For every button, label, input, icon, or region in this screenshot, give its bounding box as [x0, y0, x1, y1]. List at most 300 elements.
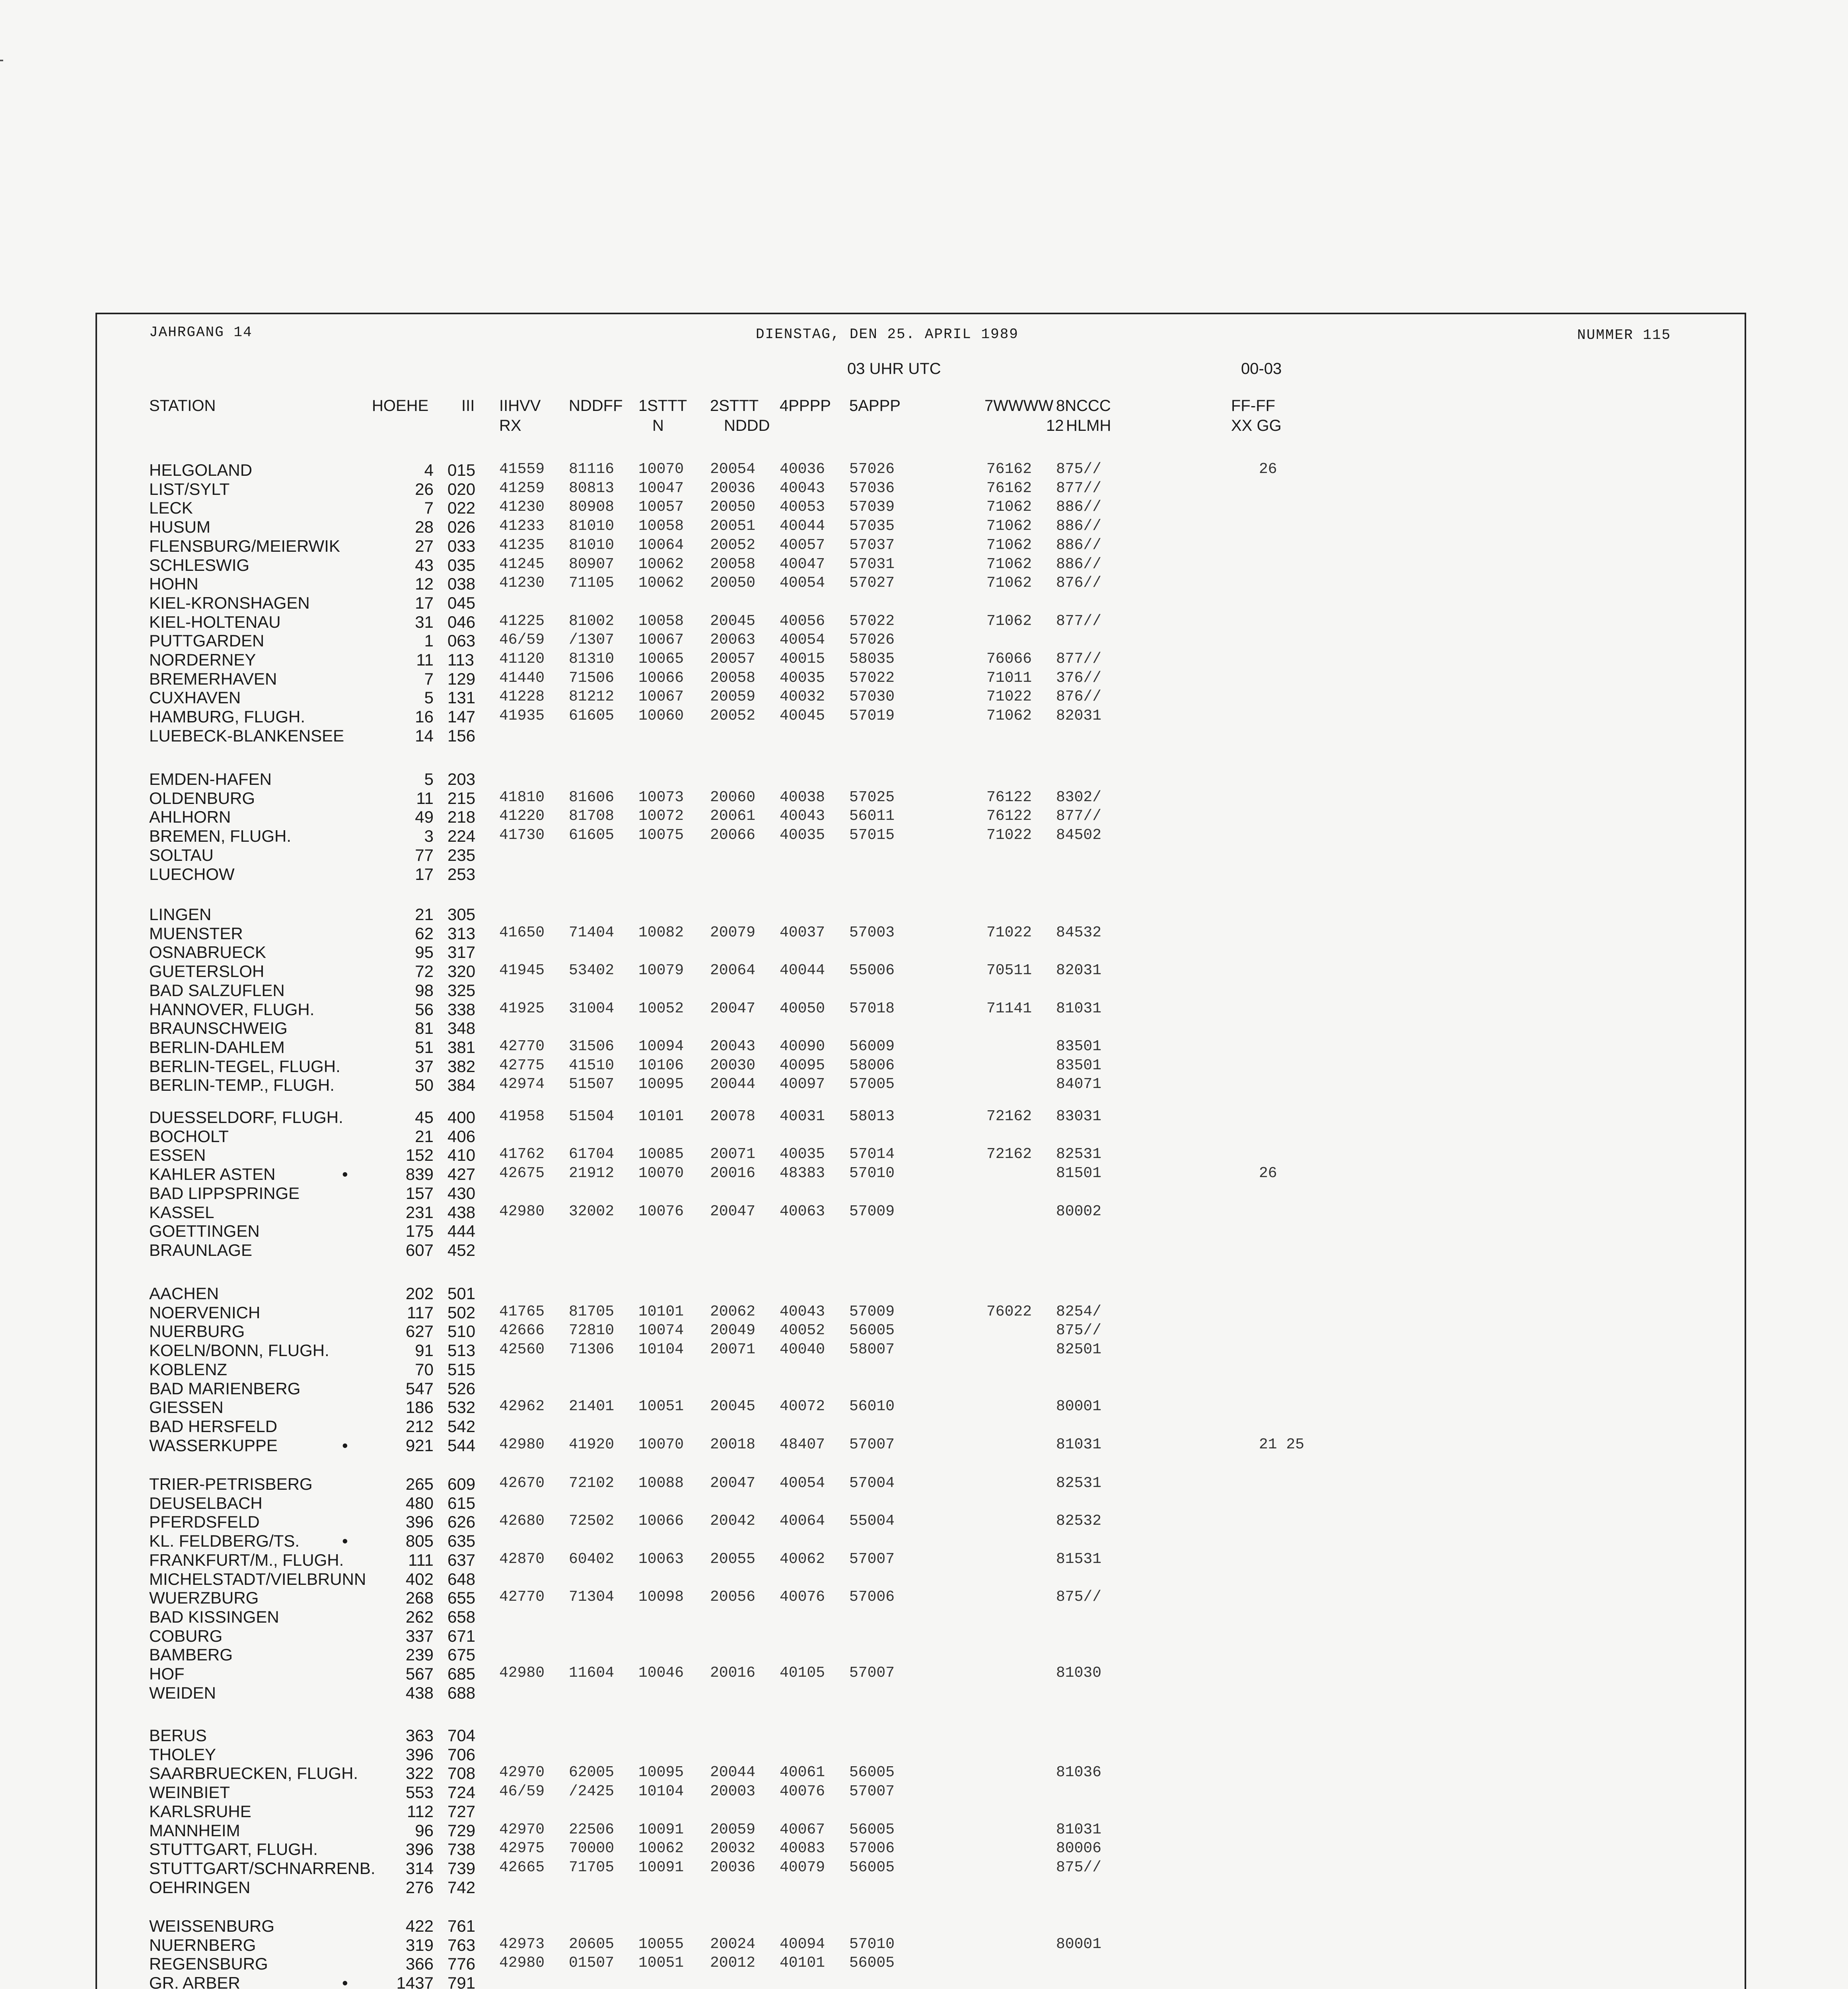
- elevation: 12: [415, 574, 434, 594]
- group-4pppp: 40035: [780, 1146, 825, 1163]
- group-2sttt: 20044: [710, 1076, 756, 1093]
- station-id: 427: [447, 1165, 476, 1184]
- group-4pppp: 40040: [780, 1341, 825, 1358]
- group-1sttt: 10063: [638, 1550, 684, 1568]
- station-name: BRAUNSCHWEIG: [149, 1019, 288, 1038]
- group-8nccc: 875//: [1056, 461, 1102, 478]
- group-2sttt: 20043: [710, 1037, 756, 1055]
- group-4pppp: 40095: [780, 1057, 825, 1074]
- station-name: LINGEN: [149, 905, 212, 924]
- elevation: 363: [405, 1726, 434, 1745]
- elevation: 3: [424, 827, 434, 846]
- elevation: 438: [405, 1683, 434, 1702]
- group-nddff: 81116: [569, 461, 615, 478]
- group-nddff: 71306: [569, 1341, 615, 1358]
- station-name: SOLTAU: [149, 845, 214, 864]
- group-2sttt: 20071: [710, 1146, 756, 1163]
- group-7wwww: 76066: [986, 650, 1032, 668]
- elevation: 239: [405, 1645, 434, 1664]
- station-name: STUTTGART, FLUGH.: [149, 1840, 318, 1859]
- group-1sttt: 10106: [638, 1057, 684, 1074]
- group-ffff: 26: [1259, 461, 1277, 478]
- group-4pppp: 40037: [780, 924, 825, 941]
- elevation: 157: [405, 1183, 434, 1203]
- elevation: 56: [415, 1000, 434, 1019]
- elevation: 11: [416, 788, 434, 808]
- station-name: KASSEL: [149, 1203, 214, 1222]
- station-name: PFERDSFELD: [149, 1512, 260, 1532]
- group-nddff: 81010: [569, 518, 615, 535]
- group-1sttt: 10064: [638, 536, 684, 554]
- group-8nccc: 81531: [1056, 1550, 1102, 1568]
- group-5appp: 58006: [849, 1057, 895, 1074]
- station-name: AHLHORN: [149, 808, 231, 827]
- group-5appp: 57022: [849, 612, 895, 630]
- elevation: 396: [405, 1512, 434, 1532]
- group-2sttt: 20052: [710, 707, 756, 725]
- group-nddff: 53402: [569, 962, 615, 979]
- station-id: 382: [447, 1057, 476, 1076]
- group-8nccc: 82031: [1056, 962, 1102, 979]
- elevation: 95: [415, 943, 434, 962]
- group-4pppp: 40047: [780, 555, 825, 573]
- group-2sttt: 20030: [710, 1057, 756, 1074]
- elevation: 480: [405, 1493, 434, 1512]
- group-8nccc: 875//: [1056, 1859, 1102, 1876]
- station-name: STUTTGART/SCHNARRENB.: [149, 1859, 375, 1878]
- station-name: AACHEN: [149, 1284, 219, 1303]
- station-id: 035: [447, 555, 476, 574]
- station-name: REGENSBURG: [149, 1954, 268, 1973]
- group-iihvv: 42970: [499, 1821, 545, 1838]
- group-4pppp: 40038: [780, 788, 825, 806]
- station-id: 045: [447, 593, 476, 612]
- group-iihvv: 42962: [499, 1398, 545, 1415]
- group-nddff: 20605: [569, 1935, 615, 1953]
- station-id: 742: [447, 1878, 476, 1897]
- group-1sttt: 10098: [638, 1588, 684, 1606]
- group-4pppp: 40035: [780, 669, 825, 687]
- group-iihvv: 41730: [499, 827, 545, 844]
- elevation: 7: [424, 669, 434, 688]
- group-nddff: 71304: [569, 1588, 615, 1606]
- station-id: 430: [447, 1183, 476, 1203]
- group-4pppp: 48383: [780, 1165, 825, 1182]
- group-nddff: 80907: [569, 555, 615, 573]
- station-id: 655: [447, 1588, 476, 1608]
- group-1sttt: 10051: [638, 1398, 684, 1415]
- group-2sttt: 20059: [710, 688, 756, 706]
- elevation: 7: [424, 498, 434, 518]
- station-id: 724: [447, 1783, 476, 1802]
- station-name: HOF: [149, 1664, 185, 1683]
- station-name: KOELN/BONN, FLUGH.: [149, 1341, 329, 1360]
- group-7wwww: 76122: [986, 788, 1032, 806]
- station-name: ESSEN: [149, 1146, 206, 1165]
- station-id: 406: [447, 1127, 476, 1146]
- group-4pppp: 48407: [780, 1436, 825, 1453]
- station-name: MANNHEIM: [149, 1821, 240, 1840]
- col-5appp: 5APPP: [849, 397, 901, 415]
- group-8nccc: 876//: [1056, 688, 1102, 706]
- group-4pppp: 40105: [780, 1664, 825, 1682]
- elevation: 921: [405, 1436, 434, 1455]
- station-name: WEINBIET: [149, 1783, 230, 1802]
- station-id: 444: [447, 1222, 476, 1241]
- station-name: KL. FELDBERG/TS.: [149, 1532, 300, 1551]
- station-name: BREMEN, FLUGH.: [149, 827, 292, 846]
- station-name: KOBLENZ: [149, 1360, 228, 1379]
- station-id: 635: [447, 1532, 476, 1551]
- elevation: 91: [415, 1341, 434, 1360]
- elevation: 17: [415, 593, 434, 612]
- station-id: 626: [447, 1512, 476, 1532]
- station-id: 026: [447, 518, 476, 537]
- station-id: 317: [447, 943, 476, 962]
- date-label: DIENSTAG, DEN 25. APRIL 1989: [756, 326, 1019, 343]
- group-2sttt: 20050: [710, 498, 756, 516]
- elevation: 268: [405, 1588, 434, 1608]
- group-nddff: 60402: [569, 1550, 615, 1568]
- station-id: 675: [447, 1645, 476, 1664]
- station-name: WEISSENBURG: [149, 1917, 275, 1935]
- group-1sttt: 10085: [638, 1146, 684, 1163]
- station-id: 706: [447, 1745, 476, 1764]
- elevation: 111: [408, 1550, 434, 1569]
- group-5appp: 57022: [849, 669, 895, 687]
- group-8nccc: 8254/: [1056, 1303, 1102, 1320]
- station-name: WEIDEN: [149, 1683, 216, 1702]
- elevation: 212: [405, 1417, 434, 1436]
- station-id: 791: [447, 1973, 476, 1989]
- group-1sttt: 10062: [638, 555, 684, 573]
- group-nddff: 72810: [569, 1322, 615, 1339]
- station-name: NORDERNEY: [149, 650, 256, 669]
- station-id: 325: [447, 981, 476, 1000]
- station-id: 063: [447, 631, 476, 650]
- group-2sttt: 20047: [710, 1475, 756, 1492]
- group-2sttt: 20058: [710, 555, 756, 573]
- station-id: 020: [447, 479, 476, 498]
- group-8nccc: 81031: [1056, 1821, 1102, 1838]
- station-name: SAARBRUECKEN, FLUGH.: [149, 1764, 358, 1783]
- station-name: OLDENBURG: [149, 788, 255, 808]
- elevation: 112: [407, 1802, 434, 1821]
- group-7wwww: 71062: [986, 707, 1032, 725]
- station-id: 502: [447, 1303, 476, 1322]
- group-8nccc: 84532: [1056, 924, 1102, 941]
- group-5appp: 57009: [849, 1203, 895, 1220]
- mountain-marker: •: [342, 1973, 348, 1989]
- group-8nccc: 875//: [1056, 1322, 1102, 1339]
- group-5appp: 57015: [849, 827, 895, 844]
- group-5appp: 55004: [849, 1512, 895, 1530]
- group-nddff: 51507: [569, 1076, 615, 1093]
- group-iihvv: 42770: [499, 1588, 545, 1606]
- group-2sttt: 20051: [710, 518, 756, 535]
- group-iihvv: 42974: [499, 1076, 545, 1093]
- group-1sttt: 10088: [638, 1475, 684, 1492]
- group-1sttt: 10101: [638, 1108, 684, 1125]
- group-nddff: 81010: [569, 536, 615, 554]
- group-iihvv: 41650: [499, 924, 545, 941]
- elevation: 186: [405, 1398, 434, 1417]
- group-iihvv: 42980: [499, 1436, 545, 1453]
- station-id: 129: [447, 669, 476, 688]
- station-id: 400: [447, 1108, 476, 1127]
- group-8nccc: 80002: [1056, 1203, 1102, 1220]
- station-id: 671: [447, 1626, 476, 1645]
- col-1sttt: 1STTT: [638, 397, 687, 415]
- station-id: 156: [447, 726, 476, 745]
- station-name: KIEL-HOLTENAU: [149, 612, 281, 631]
- group-4pppp: 40083: [780, 1840, 825, 1857]
- group-7wwww: 71062: [986, 536, 1032, 554]
- station-id: 147: [447, 707, 476, 726]
- group-1sttt: 10072: [638, 808, 684, 825]
- group-8nccc: 80001: [1056, 1398, 1102, 1415]
- col-2sttt-sub: NDDD: [724, 417, 770, 434]
- group-2sttt: 20032: [710, 1840, 756, 1857]
- group-iihvv: 42975: [499, 1840, 545, 1857]
- group-1sttt: 10095: [638, 1076, 684, 1093]
- group-iihvv: 42980: [499, 1664, 545, 1682]
- group-5appp: 57009: [849, 1303, 895, 1320]
- group-1sttt: 10066: [638, 1512, 684, 1530]
- group-5appp: 57031: [849, 555, 895, 573]
- group-4pppp: 40072: [780, 1398, 825, 1415]
- group-5appp: 57007: [849, 1436, 895, 1453]
- group-5appp: 57010: [849, 1935, 895, 1953]
- group-iihvv: 41120: [499, 650, 545, 668]
- group-1sttt: 10060: [638, 707, 684, 725]
- elevation: 175: [405, 1222, 434, 1241]
- group-8nccc: 876//: [1056, 574, 1102, 592]
- elevation: 231: [405, 1203, 434, 1222]
- group-8nccc: 80006: [1056, 1840, 1102, 1857]
- elevation: 14: [415, 726, 434, 745]
- group-8nccc: 8302/: [1056, 788, 1102, 806]
- group-2sttt: 20054: [710, 461, 756, 478]
- col-ffff: FF-FF: [1231, 397, 1276, 415]
- group-nddff: 61605: [569, 707, 615, 725]
- group-8nccc: 81031: [1056, 1436, 1102, 1453]
- group-iihvv: 42870: [499, 1550, 545, 1568]
- elevation: 202: [405, 1284, 434, 1303]
- group-nddff: 71105: [569, 574, 615, 592]
- group-8nccc: 81501: [1056, 1165, 1102, 1182]
- elevation: 5: [424, 770, 434, 788]
- group-nddff: 81310: [569, 650, 615, 668]
- station-id: 338: [447, 1000, 476, 1019]
- group-8nccc: 877//: [1056, 479, 1102, 497]
- group-1sttt: 10075: [638, 827, 684, 844]
- station-id: 688: [447, 1683, 476, 1702]
- jahrgang-label: JAHRGANG 14: [149, 324, 253, 341]
- group-8nccc: 83501: [1056, 1037, 1102, 1055]
- elevation: 17: [415, 864, 434, 884]
- group-1sttt: 10051: [638, 1954, 684, 1972]
- group-8nccc: 886//: [1056, 498, 1102, 516]
- group-5appp: 57025: [849, 788, 895, 806]
- group-8nccc: 82531: [1056, 1475, 1102, 1492]
- group-2sttt: 20062: [710, 1303, 756, 1320]
- group-4pppp: 40079: [780, 1859, 825, 1876]
- group-2sttt: 20058: [710, 669, 756, 687]
- group-nddff: 72502: [569, 1512, 615, 1530]
- group-iihvv: 41230: [499, 574, 545, 592]
- group-nddff: 21401: [569, 1398, 615, 1415]
- station-name: BERLIN-DAHLEM: [149, 1037, 285, 1057]
- group-5appp: 57006: [849, 1588, 895, 1606]
- group-4pppp: 40097: [780, 1076, 825, 1093]
- elevation: 396: [405, 1840, 434, 1859]
- station-id: 253: [447, 864, 476, 884]
- group-iihvv: 41220: [499, 808, 545, 825]
- group-8nccc: 82532: [1056, 1512, 1102, 1530]
- group-4pppp: 40094: [780, 1935, 825, 1953]
- group-4pppp: 40056: [780, 612, 825, 630]
- elevation: 276: [405, 1878, 434, 1897]
- group-iihvv: 42665: [499, 1859, 545, 1876]
- group-iihvv: 42666: [499, 1322, 545, 1339]
- group-5appp: 57007: [849, 1664, 895, 1682]
- elevation: 28: [415, 518, 434, 537]
- group-7wwww: 76162: [986, 461, 1032, 478]
- group-4pppp: 40090: [780, 1037, 825, 1055]
- station-name: GOETTINGEN: [149, 1222, 260, 1241]
- group-1sttt: 10046: [638, 1664, 684, 1682]
- group-2sttt: 20003: [710, 1783, 756, 1800]
- group-8nccc: 80001: [1056, 1935, 1102, 1953]
- group-1sttt: 10104: [638, 1783, 684, 1800]
- group-1sttt: 10074: [638, 1322, 684, 1339]
- group-5appp: 55006: [849, 962, 895, 979]
- group-8nccc: 886//: [1056, 518, 1102, 535]
- group-5appp: 56005: [849, 1859, 895, 1876]
- station-name: CUXHAVEN: [149, 688, 241, 707]
- group-4pppp: 40076: [780, 1588, 825, 1606]
- group-nddff: 80908: [569, 498, 615, 516]
- group-7wwww: 71062: [986, 574, 1032, 592]
- group-8nccc: 81031: [1056, 1000, 1102, 1017]
- elevation: 62: [415, 924, 434, 943]
- station-id: 685: [447, 1664, 476, 1683]
- group-4pppp: 40064: [780, 1512, 825, 1530]
- group-2sttt: 20047: [710, 1000, 756, 1017]
- group-4pppp: 40062: [780, 1550, 825, 1568]
- station-name: KARLSRUHE: [149, 1802, 251, 1821]
- group-2sttt: 20045: [710, 612, 756, 630]
- station-id: 452: [447, 1240, 476, 1259]
- elevation: 117: [407, 1303, 434, 1322]
- group-1sttt: 10062: [638, 1840, 684, 1857]
- group-4pppp: 40045: [780, 707, 825, 725]
- station-name: BAD LIPPSPRINGE: [149, 1183, 300, 1203]
- elevation: 98: [415, 981, 434, 1000]
- group-nddff: 71506: [569, 669, 615, 687]
- group-1sttt: 10070: [638, 1165, 684, 1182]
- col-hoehe: HOEHE: [372, 397, 429, 415]
- station-id: 113: [447, 650, 474, 669]
- elevation: 567: [405, 1664, 434, 1683]
- group-2sttt: 20061: [710, 808, 756, 825]
- station-name: FLENSBURG/MEIERWIK: [149, 536, 340, 555]
- station-id: 033: [447, 536, 476, 555]
- table-frame: [95, 313, 1746, 1989]
- group-iihvv: 46/59: [499, 631, 545, 649]
- group-4pppp: 40050: [780, 1000, 825, 1017]
- group-7wwww: 72162: [986, 1108, 1032, 1125]
- station-name: LUEBECK-BLANKENSEE: [149, 726, 344, 745]
- station-id: 218: [447, 808, 476, 827]
- station-name: HAMBURG, FLUGH.: [149, 707, 305, 726]
- group-4pppp: 40036: [780, 461, 825, 478]
- station-name: NUERNBERG: [149, 1935, 256, 1954]
- group-1sttt: 10062: [638, 574, 684, 592]
- group-5appp: 57027: [849, 574, 895, 592]
- col-8nccc: 8NCCC: [1056, 397, 1111, 415]
- col-iihvv-sub: RX: [499, 417, 521, 434]
- group-nddff: /1307: [569, 631, 615, 649]
- group-2sttt: 20018: [710, 1436, 756, 1453]
- station-name: GIESSEN: [149, 1398, 224, 1417]
- group-iihvv: 41810: [499, 788, 545, 806]
- group-1sttt: 10091: [638, 1859, 684, 1876]
- group-7wwww: 71011: [986, 669, 1032, 687]
- group-1sttt: 10082: [638, 924, 684, 941]
- group-5appp: 56011: [849, 808, 895, 825]
- group-5appp: 57004: [849, 1475, 895, 1492]
- elevation: 11: [416, 650, 434, 669]
- group-5appp: 57037: [849, 536, 895, 554]
- group-iihvv: 42560: [499, 1341, 545, 1358]
- group-5appp: 57018: [849, 1000, 895, 1017]
- elevation: 1: [424, 631, 434, 650]
- elevation: 152: [405, 1146, 434, 1165]
- group-2sttt: 20057: [710, 650, 756, 668]
- station-id: 203: [447, 770, 476, 788]
- group-nddff: 31004: [569, 1000, 615, 1017]
- group-nddff: 61605: [569, 827, 615, 844]
- station-name: KIEL-KRONSHAGEN: [149, 593, 310, 612]
- group-4pppp: 40053: [780, 498, 825, 516]
- group-4pppp: 40054: [780, 1475, 825, 1492]
- group-nddff: 72102: [569, 1475, 615, 1492]
- station-id: 215: [447, 788, 476, 808]
- issue-number: NUMMER 115: [1577, 327, 1671, 343]
- group-7wwww: 71062: [986, 555, 1032, 573]
- group-1sttt: 10070: [638, 461, 684, 478]
- station-name: COBURG: [149, 1626, 223, 1645]
- group-8nccc: 877//: [1056, 650, 1102, 668]
- group-4pppp: 40044: [780, 962, 825, 979]
- station-id: 727: [447, 1802, 476, 1821]
- elevation: 81: [415, 1019, 434, 1038]
- group-8nccc: 83031: [1056, 1108, 1102, 1125]
- group-4pppp: 40052: [780, 1322, 825, 1339]
- station-id: 313: [447, 924, 476, 943]
- elevation: 26: [415, 479, 434, 498]
- station-id: 410: [447, 1146, 476, 1165]
- station-name: PUTTGARDEN: [149, 631, 265, 650]
- group-nddff: 21912: [569, 1165, 615, 1182]
- mountain-marker: •: [342, 1436, 348, 1455]
- group-1sttt: 10094: [638, 1037, 684, 1055]
- group-5appp: 57007: [849, 1550, 895, 1568]
- group-1sttt: 10052: [638, 1000, 684, 1017]
- station-id: 776: [447, 1954, 476, 1973]
